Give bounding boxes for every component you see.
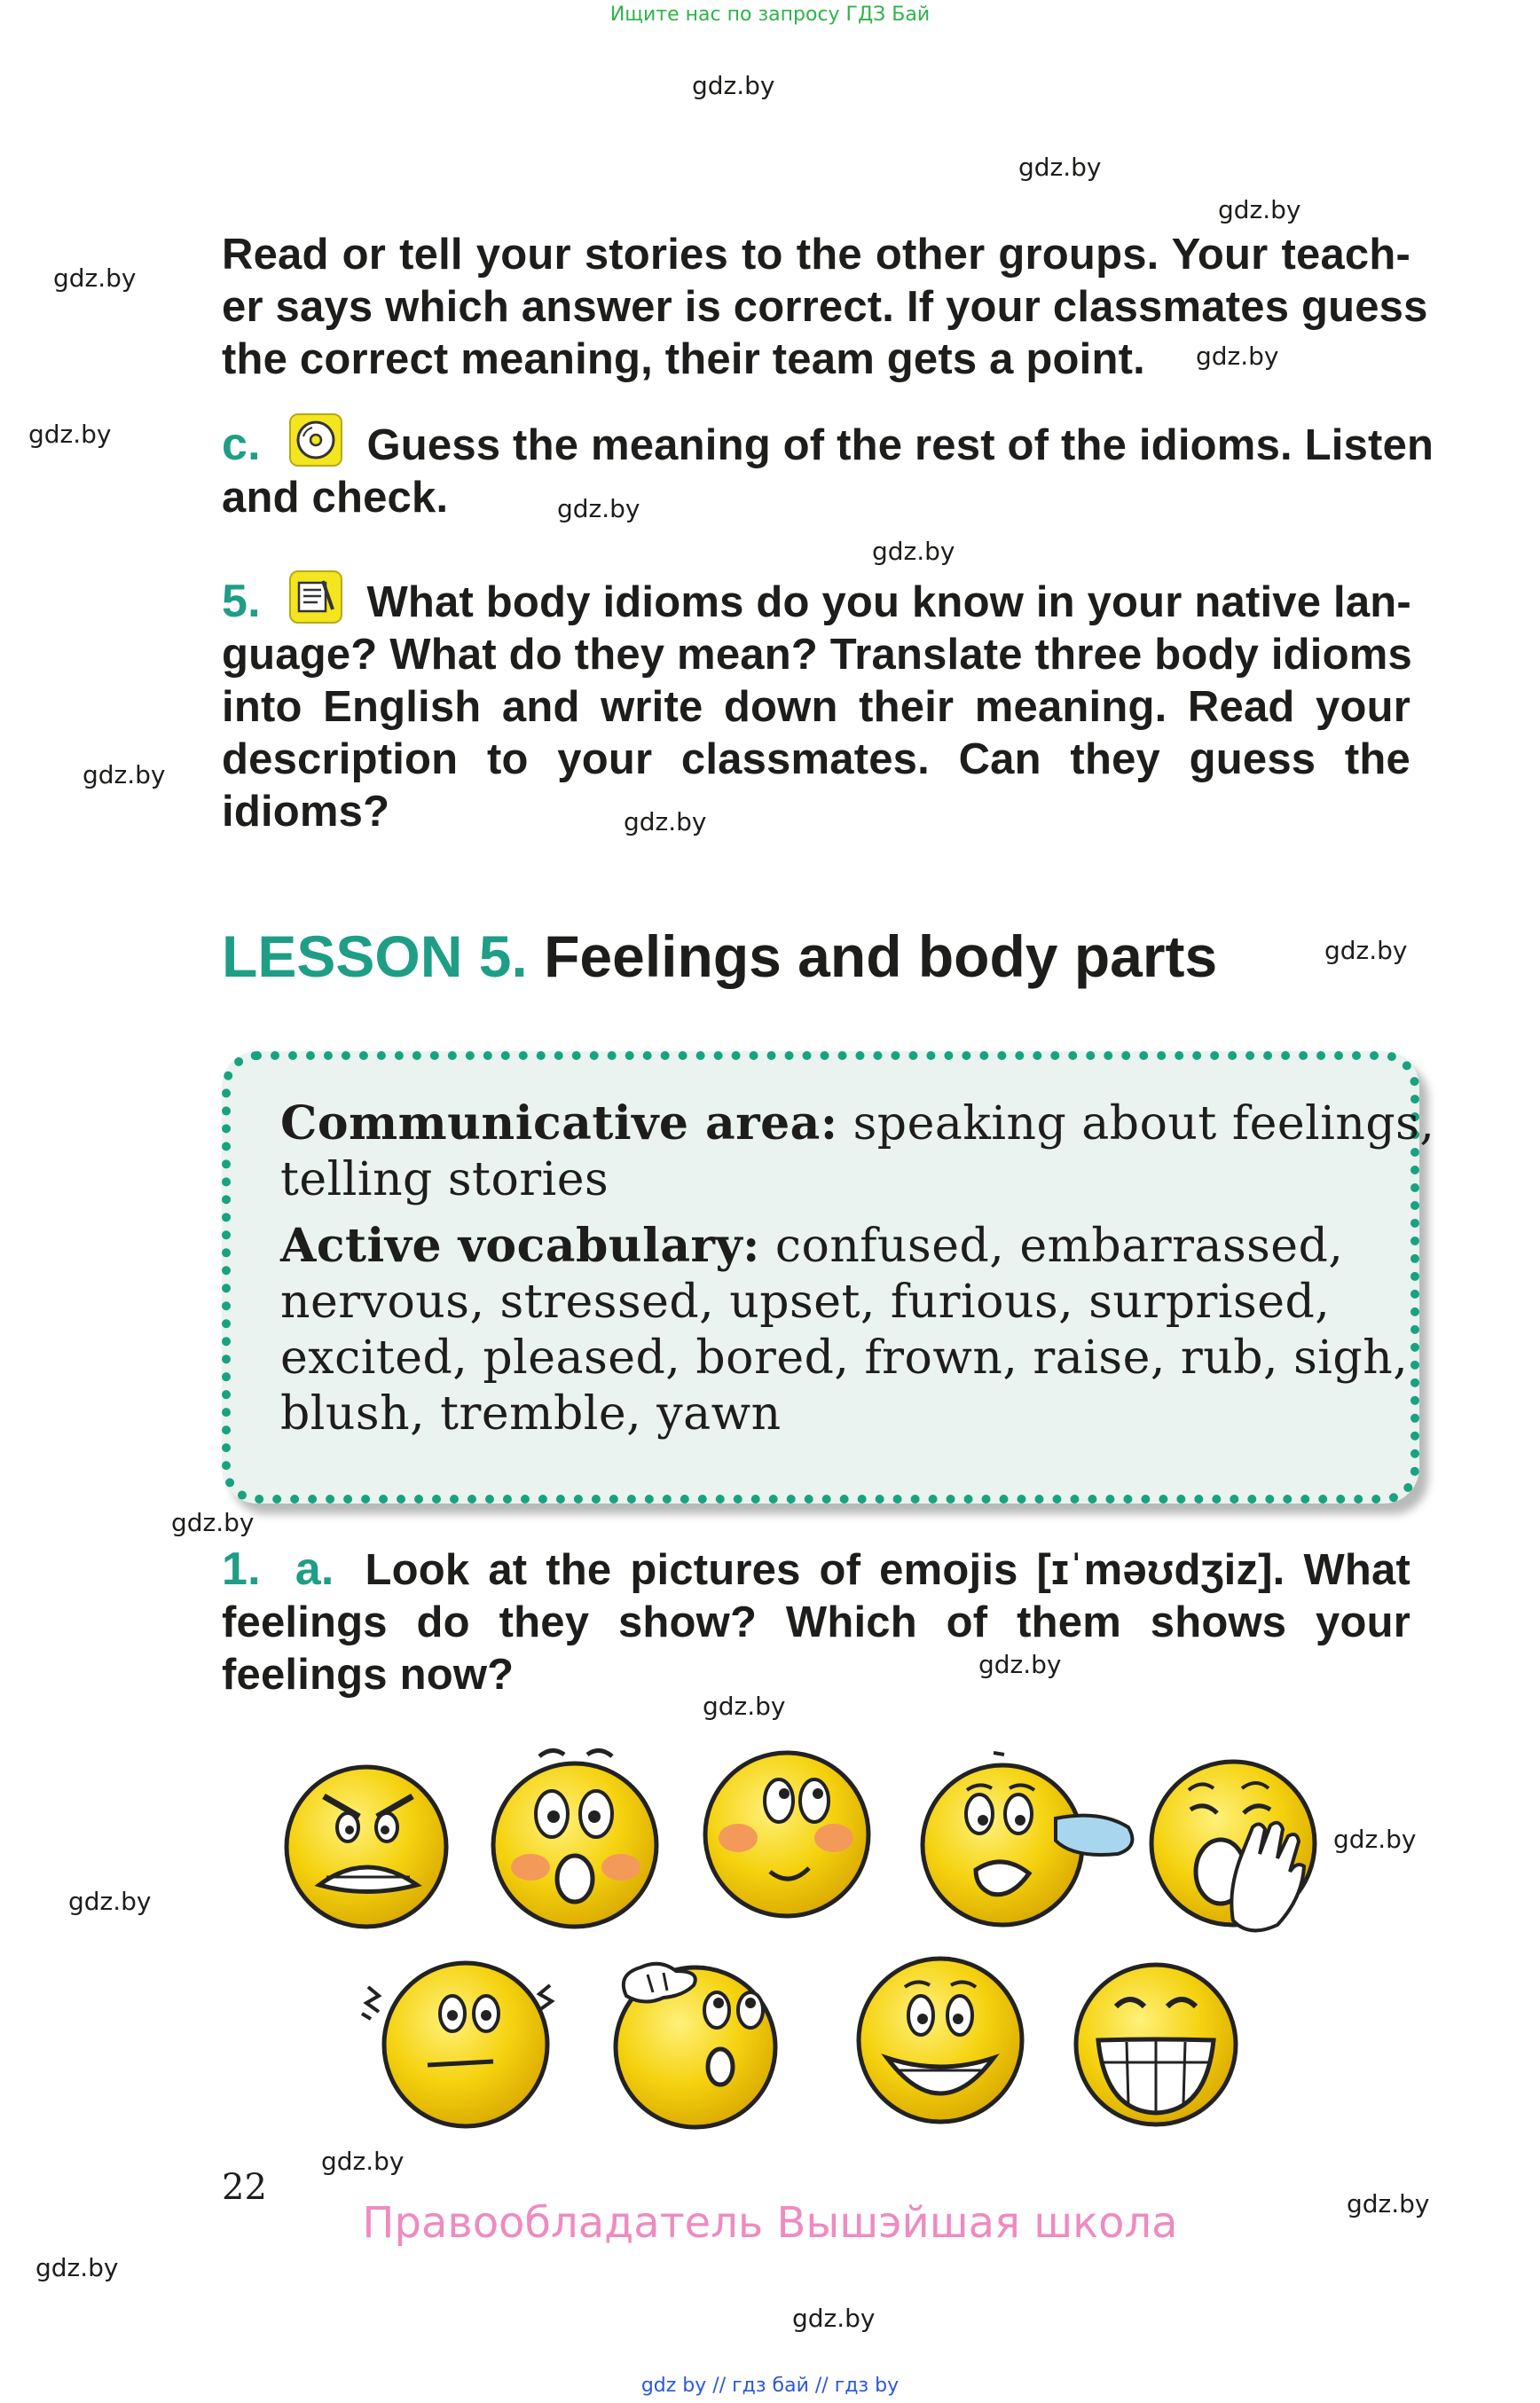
- embarrassed-blushing-emoji-icon: [705, 1753, 868, 1916]
- task-c-text: Guess the meaning of the rest of the idioms. Listen: [366, 421, 1434, 469]
- page-number: 22: [222, 2167, 267, 2208]
- lesson-heading: Feelings and body parts: [544, 923, 1218, 989]
- watermark: gdz.by: [53, 263, 137, 293]
- task-c-label: c.: [222, 419, 261, 470]
- task-1-number: 1.: [222, 1543, 261, 1595]
- watermark: gdz.by: [28, 420, 112, 449]
- watermark: gdz.by: [35, 2253, 119, 2282]
- confused-scratching-emoji-icon: [616, 1964, 775, 2127]
- watermark: gdz.by: [703, 1692, 786, 1721]
- top-banner: Ищите нас по запросу ГДЗ Бай: [609, 4, 931, 26]
- watermark: gdz.by: [692, 71, 775, 100]
- trembling-emoji-icon: [362, 1963, 552, 2126]
- active-vocabulary-text-3: excited, pleased, bored, frown, raise, rub, sigh,: [280, 1331, 1409, 1385]
- active-vocabulary-text-4: blush, tremble, yawn: [280, 1387, 782, 1441]
- watermark: gdz.by: [1196, 342, 1279, 371]
- task-5-text: What body idioms do you know in your native lan-: [366, 578, 1411, 626]
- watermark: gdz.by: [68, 1887, 152, 1916]
- text-line: guage? What do they mean? Translate three body idioms: [222, 631, 1412, 679]
- task-5-number: 5.: [222, 576, 261, 627]
- watermark: gdz.by: [978, 1650, 1062, 1679]
- watermark: gdz.by: [82, 760, 166, 789]
- text-line: Read or tell your stories to the other groups. Your teach-: [222, 231, 1410, 279]
- text-line: description to your classmates. Can they guess the: [222, 735, 1410, 783]
- active-vocabulary-label: Active vocabulary:: [280, 1219, 760, 1273]
- nervous-sweating-emoji-icon: [923, 1753, 1132, 1925]
- text-line: idioms?: [222, 788, 390, 836]
- watermark: gdz.by: [1218, 195, 1301, 224]
- watermark: gdz.by: [557, 494, 640, 523]
- text-line: the correct meaning, their team gets a point.: [222, 335, 1145, 383]
- text-line: feelings do they show? Which of them shows your: [222, 1598, 1410, 1646]
- text-line: feelings now?: [222, 1651, 515, 1699]
- active-vocabulary-text-2: nervous, stressed, upset, furious, surprised,: [280, 1276, 1331, 1329]
- active-vocabulary-text: confused, embarrassed,: [774, 1220, 1344, 1273]
- task-1-letter: a.: [295, 1543, 334, 1595]
- copyright-notice: Правообладатель Вышэйшая школа: [362, 2198, 1178, 2248]
- watermark: gdz.by: [792, 2304, 876, 2333]
- communicative-area-label: Communicative area:: [280, 1096, 838, 1150]
- communicative-area-text: speaking about feelings,: [852, 1097, 1435, 1150]
- pleased-emoji-icon: [859, 1959, 1022, 2122]
- footer-links[interactable]: gdz by // гдз бай // гдз by: [640, 2375, 900, 2397]
- lesson-number: LESSON 5.: [222, 923, 528, 989]
- task-1a-text: Look at the pictures of emojis [ɪˈməʊdʒiz]. What: [365, 1546, 1410, 1594]
- watermark: gdz.by: [1018, 153, 1102, 182]
- yawning-emoji-icon: [1151, 1762, 1315, 1930]
- communicative-area-text-2: telling stories: [280, 1153, 609, 1206]
- watermark: gdz.by: [1324, 936, 1408, 965]
- watermark: gdz.by: [1333, 1825, 1417, 1854]
- watermark: gdz.by: [624, 807, 707, 836]
- task-c-line-2: and check.: [222, 474, 449, 522]
- text-line: into English and write down their meaning. Read your: [222, 683, 1410, 731]
- watermark: gdz.by: [1347, 2189, 1430, 2218]
- shocked-blushing-emoji-icon: [493, 1750, 656, 1927]
- text-line: er says which answer is correct. If your classmates guess: [222, 283, 1428, 331]
- excited-grinning-emoji-icon: [1076, 1965, 1236, 2124]
- watermark: gdz.by: [171, 1508, 255, 1537]
- watermark: gdz.by: [872, 537, 955, 566]
- watermark: gdz.by: [321, 2147, 405, 2176]
- angry-emoji-icon: [287, 1767, 446, 1927]
